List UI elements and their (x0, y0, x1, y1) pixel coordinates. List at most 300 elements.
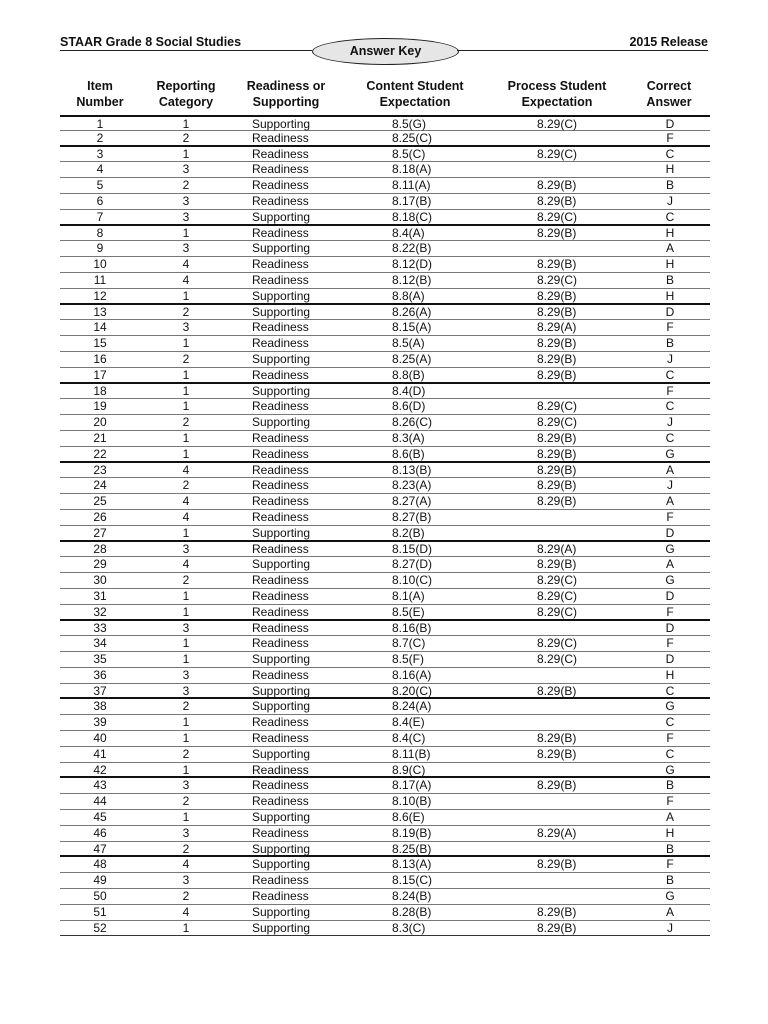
item-number-cell: 37 (93, 683, 107, 698)
readiness-cell: Readiness (252, 541, 309, 556)
process-expectation-cell: 8.29(C) (537, 272, 578, 287)
table-row (60, 921, 710, 937)
item-number-cell: 17 (93, 367, 107, 382)
reporting-category-cell: 1 (182, 715, 190, 730)
content-expectation-cell: 8.16(A) (392, 667, 432, 682)
table-row (60, 794, 710, 810)
content-expectation-cell: 8.8(A) (392, 288, 425, 303)
content-expectation-cell: 8.13(A) (392, 857, 432, 872)
readiness-cell: Supporting (252, 117, 311, 131)
table-row (60, 115, 710, 131)
document-title: STAAR Grade 8 Social Studies (60, 35, 242, 49)
column-header-line: Content Student (366, 79, 464, 93)
content-expectation-cell: 8.12(B) (392, 272, 432, 287)
readiness-cell: Supporting (252, 383, 311, 398)
content-expectation-cell: 8.1(A) (392, 588, 425, 603)
readiness-cell: Supporting (252, 304, 311, 319)
process-expectation-cell: 8.29(B) (537, 288, 577, 303)
readiness-cell: Supporting (252, 810, 311, 825)
process-expectation-cell: 8.29(C) (537, 415, 578, 430)
reporting-category-cell: 1 (182, 810, 190, 825)
reporting-category-cell: 1 (182, 604, 190, 619)
reporting-category-cell: 2 (182, 351, 190, 366)
reporting-category-cell: 1 (182, 225, 190, 240)
process-expectation-cell: 8.29(C) (537, 604, 578, 619)
readiness-cell: Supporting (252, 904, 311, 919)
correct-answer-cell: D (665, 652, 675, 667)
item-number-cell: 42 (93, 762, 107, 777)
item-number-cell: 35 (93, 652, 107, 667)
table-row (60, 557, 710, 573)
readiness-cell: Readiness (252, 320, 309, 335)
correct-answer-cell: H (665, 162, 675, 177)
content-expectation-cell: 8.6(D) (392, 399, 426, 414)
readiness-cell: Readiness (252, 762, 309, 777)
correct-answer-cell: D (665, 620, 675, 635)
reporting-category-cell: 3 (182, 193, 190, 208)
content-expectation-cell: 8.6(E) (392, 810, 425, 825)
table-row (60, 431, 710, 447)
process-expectation-cell: 8.29(C) (537, 146, 578, 161)
readiness-cell: Readiness (252, 636, 309, 651)
content-expectation-cell: 8.5(C) (392, 146, 426, 161)
process-expectation-cell: 8.29(B) (537, 557, 577, 572)
readiness-cell: Readiness (252, 825, 309, 840)
item-number-cell: 32 (93, 604, 107, 619)
reporting-category-cell: 1 (182, 146, 190, 161)
column-header-line: Item (87, 79, 113, 93)
content-expectation-cell: 8.5(E) (392, 604, 425, 619)
correct-answer-cell: A (665, 557, 674, 572)
column-header-line: Number (76, 95, 124, 109)
table-row (60, 542, 710, 558)
item-number-cell: 33 (93, 620, 107, 635)
reporting-category-cell: 3 (182, 667, 190, 682)
content-expectation-cell: 8.16(B) (392, 620, 432, 635)
table-row (60, 273, 710, 289)
content-expectation-cell: 8.17(A) (392, 778, 432, 793)
readiness-cell: Readiness (252, 462, 309, 477)
content-expectation-cell: 8.11(B) (392, 746, 431, 761)
content-expectation-cell: 8.3(A) (392, 430, 425, 445)
release-label: 2015 Release (629, 35, 708, 49)
reporting-category-cell: 4 (182, 557, 190, 572)
readiness-cell: Readiness (252, 620, 309, 635)
readiness-cell: Readiness (252, 193, 309, 208)
table-row (60, 510, 710, 526)
correct-answer-cell: G (665, 446, 675, 461)
correct-answer-cell: G (665, 541, 675, 556)
readiness-cell: Readiness (252, 588, 309, 603)
process-expectation-cell: 8.29(B) (537, 494, 577, 509)
readiness-cell: Supporting (252, 920, 311, 935)
table-row (60, 415, 710, 431)
correct-answer-cell: B (665, 841, 674, 856)
table-row (60, 699, 710, 715)
readiness-cell: Readiness (252, 715, 309, 730)
table-row (60, 289, 710, 305)
table-row (60, 305, 710, 321)
column-header-line: Process Student (507, 79, 607, 93)
process-expectation-cell: 8.29(A) (537, 541, 577, 556)
item-number-cell: 22 (93, 446, 107, 461)
table-row (60, 257, 710, 273)
item-number-cell: 21 (93, 430, 107, 445)
item-number-cell: 23 (93, 462, 107, 477)
item-number-cell: 3 (96, 146, 104, 161)
item-number-cell: 20 (93, 415, 107, 430)
content-expectation-cell: 8.27(B) (392, 509, 432, 524)
readiness-cell: Readiness (252, 873, 309, 888)
item-number-cell: 46 (93, 825, 107, 840)
table-row (60, 478, 710, 494)
reporting-category-cell: 2 (182, 889, 190, 904)
item-number-cell: 31 (93, 588, 107, 603)
column-header-line: Correct (646, 79, 692, 93)
reporting-category-cell: 1 (182, 762, 190, 777)
item-number-cell: 5 (96, 178, 104, 193)
correct-answer-cell: F (666, 383, 674, 398)
reporting-category-cell: 1 (182, 336, 190, 351)
content-expectation-cell: 8.18(C) (392, 209, 433, 224)
table-row (60, 810, 710, 826)
item-number-cell: 2 (96, 130, 104, 145)
reporting-category-cell: 2 (182, 415, 190, 430)
process-expectation-cell: 8.29(B) (537, 462, 577, 477)
item-number-cell: 28 (93, 541, 107, 556)
table-row (60, 241, 710, 257)
reporting-category-cell: 2 (182, 178, 190, 193)
reporting-category-cell: 1 (182, 636, 190, 651)
item-number-cell: 41 (93, 746, 107, 761)
column-header-reporting-category (146, 78, 226, 110)
reporting-category-cell: 4 (182, 494, 190, 509)
process-expectation-cell: 8.29(B) (537, 746, 577, 761)
readiness-cell: Readiness (252, 336, 309, 351)
item-number-cell: 13 (93, 304, 107, 319)
item-number-cell: 25 (93, 494, 107, 509)
correct-answer-cell: H (665, 667, 675, 682)
readiness-cell: Readiness (252, 162, 309, 177)
reporting-category-cell: 3 (182, 825, 190, 840)
readiness-cell: Readiness (252, 478, 309, 493)
reporting-category-cell: 2 (182, 841, 190, 856)
table-row (60, 384, 710, 400)
content-expectation-cell: 8.25(C) (392, 130, 433, 145)
reporting-category-cell: 2 (182, 304, 190, 319)
correct-answer-cell: J (667, 478, 673, 493)
item-number-cell: 4 (96, 162, 104, 177)
reporting-category-cell: 3 (182, 241, 190, 256)
readiness-cell: Supporting (252, 351, 311, 366)
content-expectation-cell: 8.15(C) (392, 873, 433, 888)
correct-answer-cell: F (666, 130, 674, 145)
item-number-cell: 12 (93, 288, 107, 303)
content-expectation-cell: 8.26(C) (392, 415, 433, 430)
item-number-cell: 7 (96, 209, 104, 224)
reporting-category-cell: 4 (182, 509, 190, 524)
answer-key-table (60, 115, 710, 936)
readiness-cell: Readiness (252, 889, 309, 904)
reporting-category-cell: 1 (182, 446, 190, 461)
content-expectation-cell: 8.4(A) (392, 225, 425, 240)
table-row (60, 589, 710, 605)
item-number-cell: 36 (93, 667, 107, 682)
table-row (60, 668, 710, 684)
reporting-category-cell: 1 (182, 430, 190, 445)
content-expectation-cell: 8.15(A) (392, 320, 432, 335)
table-row (60, 447, 710, 463)
correct-answer-cell: H (665, 257, 675, 272)
correct-answer-cell: A (665, 810, 674, 825)
item-number-cell: 8 (96, 225, 104, 240)
readiness-cell: Supporting (252, 841, 311, 856)
content-expectation-cell: 8.25(A) (392, 351, 432, 366)
item-number-cell: 26 (93, 509, 107, 524)
reporting-category-cell: 3 (182, 541, 190, 556)
item-number-cell: 9 (96, 241, 104, 256)
readiness-cell: Supporting (252, 746, 311, 761)
process-expectation-cell: 8.29(C) (537, 117, 578, 131)
table-row (60, 336, 710, 352)
content-expectation-cell: 8.11(A) (392, 178, 431, 193)
correct-answer-cell: D (665, 117, 675, 131)
readiness-cell: Readiness (252, 446, 309, 461)
correct-answer-cell: D (665, 525, 675, 540)
content-expectation-cell: 8.12(D) (392, 257, 433, 272)
table-row (60, 842, 710, 858)
column-header-readiness-or-supporting (236, 78, 336, 110)
readiness-cell: Supporting (252, 525, 311, 540)
content-expectation-cell: 8.18(A) (392, 162, 432, 177)
correct-answer-cell: G (665, 699, 675, 714)
correct-answer-cell: H (665, 825, 675, 840)
item-number-cell: 19 (93, 399, 107, 414)
reporting-category-cell: 1 (182, 525, 190, 540)
table-row (60, 731, 710, 747)
process-expectation-cell: 8.29(C) (537, 588, 578, 603)
table-row (60, 636, 710, 652)
table-row (60, 652, 710, 668)
reporting-category-cell: 1 (182, 117, 190, 131)
content-expectation-cell: 8.27(A) (392, 494, 432, 509)
reporting-category-cell: 1 (182, 399, 190, 414)
reporting-category-cell: 2 (182, 699, 190, 714)
table-row (60, 463, 710, 479)
reporting-category-cell: 2 (182, 573, 190, 588)
reporting-category-cell: 4 (182, 857, 190, 872)
reporting-category-cell: 2 (182, 794, 190, 809)
readiness-cell: Readiness (252, 257, 309, 272)
item-number-cell: 47 (93, 841, 107, 856)
correct-answer-cell: B (665, 336, 674, 351)
correct-answer-cell: J (667, 193, 673, 208)
correct-answer-cell: C (665, 715, 675, 730)
content-expectation-cell: 8.15(D) (392, 541, 433, 556)
correct-answer-cell: F (666, 320, 674, 335)
table-row (60, 763, 710, 779)
item-number-cell: 48 (93, 857, 107, 872)
column-header-correct-answer (634, 78, 704, 110)
table-row (60, 747, 710, 763)
correct-answer-cell: B (665, 873, 674, 888)
column-header-line: Expectation (521, 95, 593, 109)
item-number-cell: 16 (93, 351, 107, 366)
correct-answer-cell: B (665, 778, 674, 793)
reporting-category-cell: 4 (182, 272, 190, 287)
reporting-category-cell: 1 (182, 652, 190, 667)
column-header-content-student-expectation (355, 78, 475, 110)
content-expectation-cell: 8.28(B) (392, 904, 432, 919)
reporting-category-cell: 2 (182, 478, 190, 493)
header-rule-right (457, 50, 708, 51)
correct-answer-cell: G (665, 889, 675, 904)
process-expectation-cell: 8.29(B) (537, 446, 577, 461)
reporting-category-cell: 4 (182, 904, 190, 919)
readiness-cell: Readiness (252, 604, 309, 619)
item-number-cell: 14 (93, 320, 107, 335)
table-row (60, 399, 710, 415)
reporting-category-cell: 4 (182, 257, 190, 272)
content-expectation-cell: 8.13(B) (392, 462, 432, 477)
reporting-category-cell: 3 (182, 620, 190, 635)
readiness-cell: Supporting (252, 288, 311, 303)
answer-key-label: Answer Key (312, 38, 459, 65)
content-expectation-cell: 8.5(A) (392, 336, 425, 351)
process-expectation-cell: 8.29(B) (537, 904, 577, 919)
reporting-category-cell: 4 (182, 462, 190, 477)
reporting-category-cell: 1 (182, 288, 190, 303)
item-number-cell: 52 (93, 920, 107, 935)
column-header-line: Readiness or (246, 79, 326, 93)
item-number-cell: 1 (96, 117, 104, 131)
content-expectation-cell: 8.7(C) (392, 636, 426, 651)
item-number-cell: 34 (93, 636, 107, 651)
correct-answer-cell: F (666, 857, 674, 872)
correct-answer-cell: C (665, 746, 675, 761)
item-number-cell: 44 (93, 794, 107, 809)
correct-answer-cell: A (665, 494, 674, 509)
table-row (60, 573, 710, 589)
item-number-cell: 27 (93, 525, 107, 540)
correct-answer-cell: J (667, 415, 673, 430)
correct-answer-cell: C (665, 146, 675, 161)
readiness-cell: Readiness (252, 146, 309, 161)
content-expectation-cell: 8.19(B) (392, 825, 432, 840)
content-expectation-cell: 8.26(A) (392, 304, 432, 319)
correct-answer-cell: D (665, 588, 675, 603)
reporting-category-cell: 3 (182, 683, 190, 698)
content-expectation-cell: 8.25(B) (392, 841, 432, 856)
column-header-process-student-expectation (497, 78, 617, 110)
table-row (60, 226, 710, 242)
table-row (60, 905, 710, 921)
correct-answer-cell: A (665, 462, 674, 477)
header-rule-left (60, 50, 312, 51)
readiness-cell: Supporting (252, 652, 311, 667)
column-header-item-number (70, 78, 130, 110)
table-row (60, 368, 710, 384)
content-expectation-cell: 8.23(A) (392, 478, 432, 493)
item-number-cell: 6 (96, 193, 104, 208)
readiness-cell: Readiness (252, 573, 309, 588)
reporting-category-cell: 3 (182, 778, 190, 793)
readiness-cell: Supporting (252, 683, 311, 698)
correct-answer-cell: J (667, 920, 673, 935)
correct-answer-cell: F (666, 509, 674, 524)
process-expectation-cell: 8.29(B) (537, 193, 577, 208)
column-header-line: Answer (646, 95, 692, 109)
table-row (60, 605, 710, 621)
table-row (60, 873, 710, 889)
content-expectation-cell: 8.24(B) (392, 889, 432, 904)
table-row (60, 131, 710, 147)
process-expectation-cell: 8.29(B) (537, 367, 577, 382)
table-row (60, 147, 710, 163)
readiness-cell: Readiness (252, 399, 309, 414)
content-expectation-cell: 8.10(B) (392, 794, 432, 809)
table-row (60, 494, 710, 510)
process-expectation-cell: 8.29(C) (537, 652, 578, 667)
process-expectation-cell: 8.29(B) (537, 257, 577, 272)
content-expectation-cell: 8.8(B) (392, 367, 425, 382)
readiness-cell: Supporting (252, 557, 311, 572)
content-expectation-cell: 8.5(G) (392, 117, 427, 131)
process-expectation-cell: 8.29(B) (537, 351, 577, 366)
correct-answer-cell: C (665, 683, 675, 698)
item-number-cell: 30 (93, 573, 107, 588)
item-number-cell: 39 (93, 715, 107, 730)
column-header-line: Category (158, 95, 214, 109)
item-number-cell: 24 (93, 478, 107, 493)
content-expectation-cell: 8.24(A) (392, 699, 432, 714)
readiness-cell: Supporting (252, 209, 311, 224)
item-number-cell: 45 (93, 810, 107, 825)
table-row (60, 889, 710, 905)
correct-answer-cell: D (665, 304, 675, 319)
content-expectation-cell: 8.22(B) (392, 241, 432, 256)
correct-answer-cell: H (665, 288, 675, 303)
item-number-cell: 10 (93, 257, 107, 272)
readiness-cell: Readiness (252, 509, 309, 524)
reporting-category-cell: 1 (182, 731, 190, 746)
reporting-category-cell: 2 (182, 746, 190, 761)
reporting-category-cell: 1 (182, 383, 190, 398)
readiness-cell: Readiness (252, 494, 309, 509)
readiness-cell: Supporting (252, 857, 311, 872)
reporting-category-cell: 1 (182, 588, 190, 603)
correct-answer-cell: F (666, 604, 674, 619)
correct-answer-cell: B (665, 178, 674, 193)
item-number-cell: 15 (93, 336, 107, 351)
correct-answer-cell: F (666, 731, 674, 746)
process-expectation-cell: 8.29(B) (537, 225, 577, 240)
table-row (60, 857, 710, 873)
content-expectation-cell: 8.2(B) (392, 525, 425, 540)
item-number-cell: 50 (93, 889, 107, 904)
process-expectation-cell: 8.29(B) (537, 430, 577, 445)
content-expectation-cell: 8.4(E) (392, 715, 425, 730)
content-expectation-cell: 8.27(D) (392, 557, 433, 572)
correct-answer-cell: C (665, 367, 675, 382)
correct-answer-cell: G (665, 573, 675, 588)
readiness-cell: Readiness (252, 778, 309, 793)
process-expectation-cell: 8.29(B) (537, 857, 577, 872)
process-expectation-cell: 8.29(C) (537, 209, 578, 224)
item-number-cell: 43 (93, 778, 107, 793)
process-expectation-cell: 8.29(B) (537, 683, 577, 698)
process-expectation-cell: 8.29(B) (537, 178, 577, 193)
